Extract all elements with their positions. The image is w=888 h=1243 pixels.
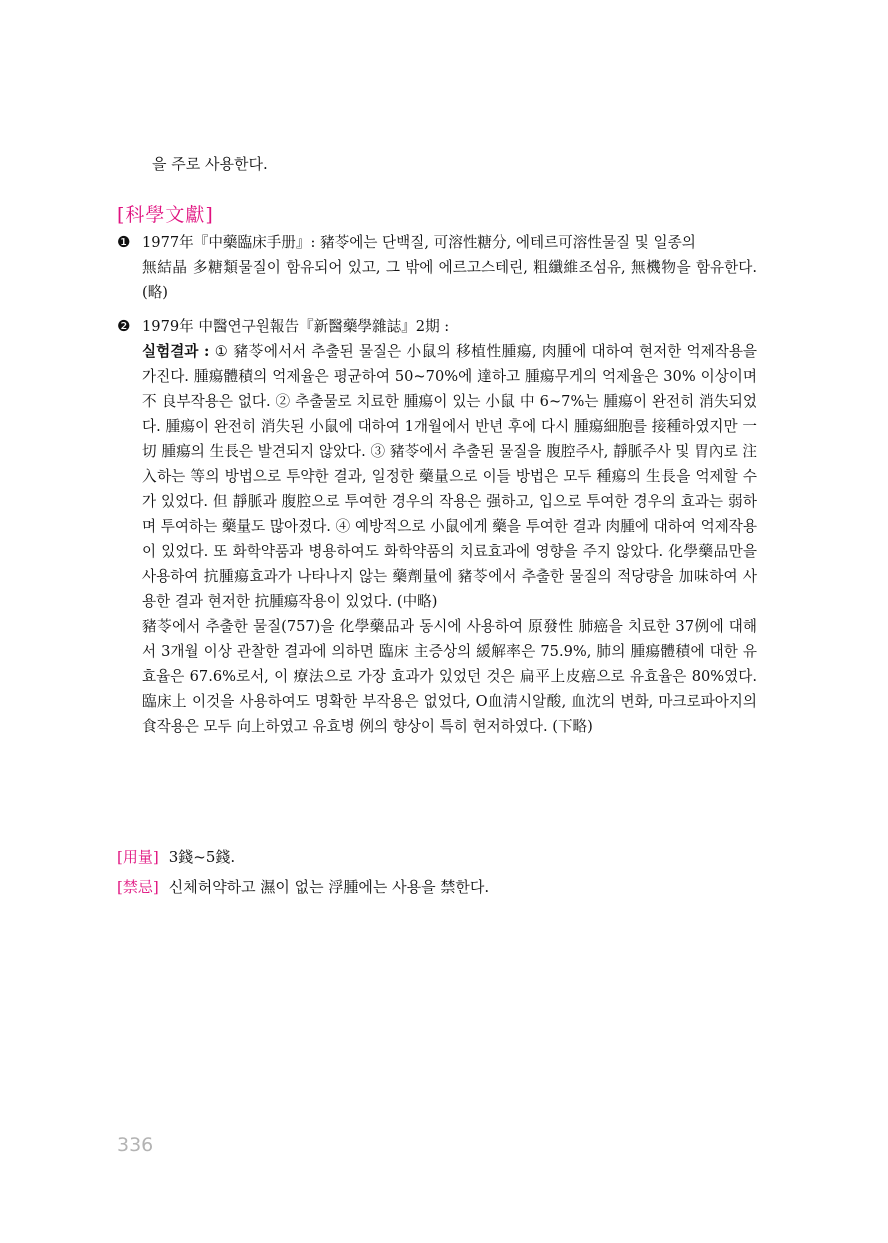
contraindication-text: 신체허약하고 濕이 없는 浮腫에는 사용을 禁한다.	[168, 878, 490, 896]
entry-2-body	[117, 339, 757, 614]
literature-entry-2	[117, 314, 757, 739]
literature-entry-1	[117, 230, 757, 305]
entry-marker-2: ❷	[117, 317, 131, 335]
section-title-scientific-literature: [科學文獻]	[117, 204, 214, 226]
dosage-section	[117, 845, 235, 869]
contraindication-section	[117, 875, 489, 899]
contraindication-label: [禁忌]	[117, 878, 159, 896]
entry-1-heading: 1977年『中藥臨床手册』: 豬苓에는 단백질, 可溶性糖分, 에테르可溶性물질 및 일종의	[142, 234, 696, 251]
dosage-text: 3錢~5錢.	[168, 848, 236, 866]
entry-2-body-continued: 豬苓에서 추출한 물질(757)을 化學藥品과 동시에 사용하여 原發性 肺癌을 치료한 37例에 대해서 3개월 이상 관찰한 결과에 의하면 臨床 主증상의 緩解率은 75.9%, 肺의 腫瘍體積에 대한 유효율은 67.6%로서, 이 療法으로 가장 효과가 있었던 것은 扁平上皮癌으로 유효율은 80%였다. 臨床上 이것을 사용하여도 명확한 부작용은 없었다, O血淸시알酸, 血沈의 변화, 마크로파아지의 食작용은 모두 向上하였고 유효병 例의 향상이 특히 현저하였다. (下略)	[142, 618, 757, 735]
experiment-result-text: ① 豬苓에서서 추출된 물질은 小鼠의 移植性腫瘍, 肉腫에 대하여 현저한 억제작용을 가진다. 腫瘍體積의 억제율은 평균하여 50~70%에 達하고 腫瘍무게의 억제율은 30% 이상이며 不 良부작용은 없다. ② 추출물로 치료한 腫瘍이 있는 小鼠 中 6~7%는 腫瘍이 완전히 消失되었다. 腫瘍이 완전히 消失된 小鼠에 대하여 1개월에서 반년 후에 다시 腫瘍細胞를 接種하였지만 一切 腫瘍의 生長은 발견되지 않았다. ③ 豬苓에서 추출된 물질을 腹腔주사, 靜脈주사 및 胃內로 注入하는 等의 방법으로 투약한 결과, 일정한 藥量으로 이들 방법은 모두 種瘍의 生長을 억제할 수가 있었다. 但 靜脈과 腹腔으로 투여한 경우의 작용은 强하고, 입으로 투여한 경우의 효과는 弱하며 투여하는 藥量도 많아졌다. ④ 예방적으로 小鼠에게 藥을 투여한 결과 肉腫에 대하여 억제작용이 있었다. 또 화학약품과 병용하여도 화학약품의 치료효과에 영향을 주지 않았다. 化學藥品만을 사용하여 抗腫瘍효과가 나타나지 않는 藥劑量에 豬苓에서 추출한 물질의 적당량을 加味하여 사용한 결과 현저한 抗腫瘍작용이 있었다. (中略)	[142, 343, 758, 610]
entry-1-body: 無結晶 多糖類물질이 함유되어 있고, 그 밖에 에르고스테린, 粗纖維조섬유, 無機物을 함유한다. (略)	[142, 259, 757, 301]
entry-2-heading: 1979年 中醫연구원報告『新醫藥學雜誌』2期 :	[142, 318, 450, 335]
page-number: 336	[117, 1134, 154, 1156]
entry-marker-1: ❶	[117, 233, 131, 251]
experiment-result-label: 실험결과 :	[142, 343, 210, 360]
continuation-text: 을 주로 사용한다.	[152, 155, 268, 173]
dosage-label: [用量]	[117, 848, 159, 866]
